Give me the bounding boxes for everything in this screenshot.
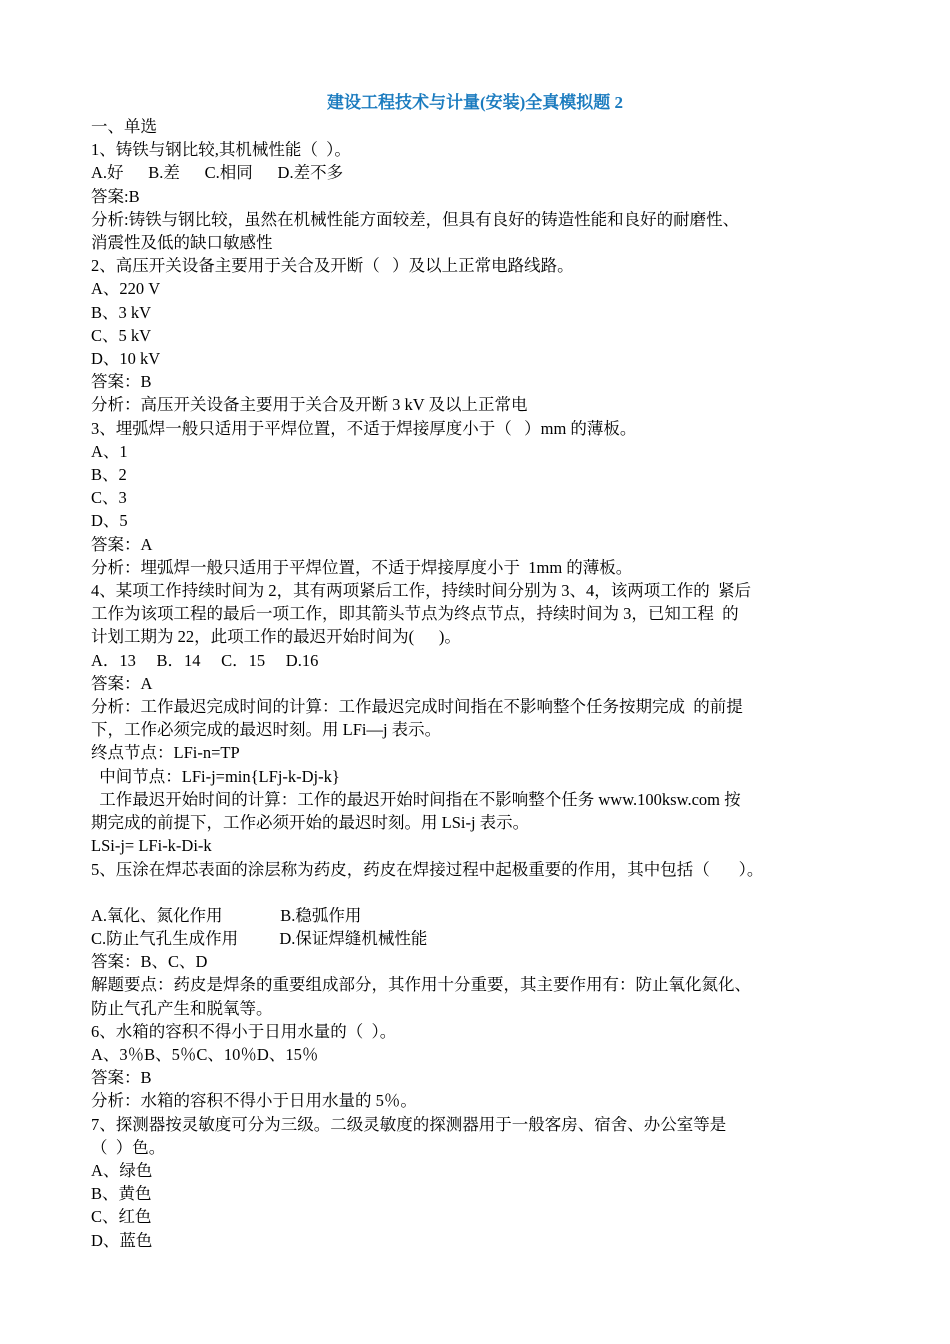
text-line: 工作为该项工程的最后一项工作，即其箭头节点为终点节点，持续时间为 3，已知工程 的 [91, 604, 739, 624]
text-line: D、蓝色 [91, 1230, 153, 1250]
text-line: A．13 B．14 C．15 D.16 [91, 650, 319, 670]
text-line: 期完成的前提下，工作必须开始的最迟时刻。用 LSi-j 表示。 [91, 813, 530, 833]
text-line: 3、埋弧焊一般只适用于平焊位置，不适于焊接厚度小于（ ）mm 的薄板。 [91, 418, 637, 438]
text-line: 7、探测器按灵敏度可分为三级。二级灵敏度的探测器用于一般客房、宿舍、办公室等是 [91, 1114, 727, 1134]
text-line: B、3 kV [91, 302, 152, 322]
text-line: 解题要点：药皮是焊条的重要组成部分，其作用十分重要，其主要作用有：防止氧化氮化、 [91, 975, 751, 995]
document-title: 建设工程技术与计量(安装)全真模拟题 2 [326, 93, 624, 112]
text-line: 4、某项工作持续时间为 2，其有两项紧后工作，持续时间分别为 3、4，该两项工作的 紧后 [91, 581, 751, 601]
text-line: D、10 kV [91, 349, 161, 369]
text-line: 消震性及低的缺口敏感性 [91, 233, 273, 253]
text-line: A.好 B.差 C.相同 D.差不多 [91, 163, 344, 183]
text-line: 一、单选 [91, 117, 157, 136]
text-line: C.防止气孔生成作用 D.保证焊缝机械性能 [91, 928, 428, 948]
text-line: A.氧化、氮化作用 B.稳弧作用 [91, 905, 362, 925]
text-line [91, 881, 891, 904]
text-line: 答案：A [91, 673, 153, 693]
document-body [91, 115, 891, 1252]
text-line: 答案：B、C、D [91, 952, 208, 972]
text-line: 防止气孔产生和脱氧等。 [91, 998, 273, 1018]
text-line: A、绿色 [91, 1160, 153, 1180]
text-line: 分析：水箱的容积不得小于日用水量的 5％。 [91, 1091, 417, 1111]
text-line: D、5 [91, 511, 128, 531]
text-line: 5、压涂在焊芯表面的涂层称为药皮，药皮在焊接过程中起极重要的作用，其中包括（ ）。 [91, 859, 764, 879]
text-line: 分析：埋弧焊一般只适用于平焊位置，不适于焊接厚度小于 1mm 的薄板。 [91, 557, 633, 577]
text-line: 1、铸铁与钢比较,其机械性能（ ）。 [91, 140, 351, 160]
text-line: 分析：高压开关设备主要用于关合及开断 3 kV 及以上正常电 [91, 395, 528, 415]
text-line: （ ）色。 [91, 1137, 166, 1157]
text-line: 分析：工作最迟完成时间的计算：工作最迟完成时间指在不影响整个任务按期完成 的前提 [91, 697, 743, 717]
text-line: 工作最迟开始时间的计算：工作的最迟开始时间指在不影响整个任务 www.100ksw.com 按 [91, 789, 741, 809]
text-line: B、2 [91, 465, 127, 485]
text-line: 终点节点：LFi-n=TP [91, 743, 240, 763]
text-line: 答案：B [91, 1068, 152, 1088]
text-line: A、1 [91, 441, 128, 461]
text-line: C、红色 [91, 1207, 152, 1227]
text-line: C、3 [91, 488, 127, 508]
text-line: 中间节点：LFi-j=min{LFj-k-Dj-k} [91, 766, 340, 786]
text-line: 计划工期为 22，此项工作的最迟开始时间为( )。 [91, 627, 461, 647]
text-line: A、220 V [91, 279, 161, 299]
text-line: 答案：B [91, 372, 152, 392]
text-line: 下，工作必须完成的最迟时刻。用 LFi—j 表示。 [91, 720, 442, 740]
text-line: 2、高压开关设备主要用于关合及开断（ ）及以上正常电路线路。 [91, 256, 574, 276]
text-line: B、黄色 [91, 1184, 152, 1204]
text-line: LSi-j= LFi-k-Di-k [91, 836, 212, 856]
text-line: 答案：A [91, 534, 153, 554]
text-line: 分析:铸铁与钢比较，虽然在机械性能方面较差，但具有良好的铸造性能和良好的耐磨性、 [91, 209, 740, 229]
text-line: A、3％B、5％C、10％D、15％ [91, 1044, 319, 1064]
text-line: C、5 kV [91, 325, 152, 345]
text-line: 6、水箱的容积不得小于日用水量的（ ）。 [91, 1021, 397, 1041]
text-line: 答案:B [91, 186, 140, 206]
